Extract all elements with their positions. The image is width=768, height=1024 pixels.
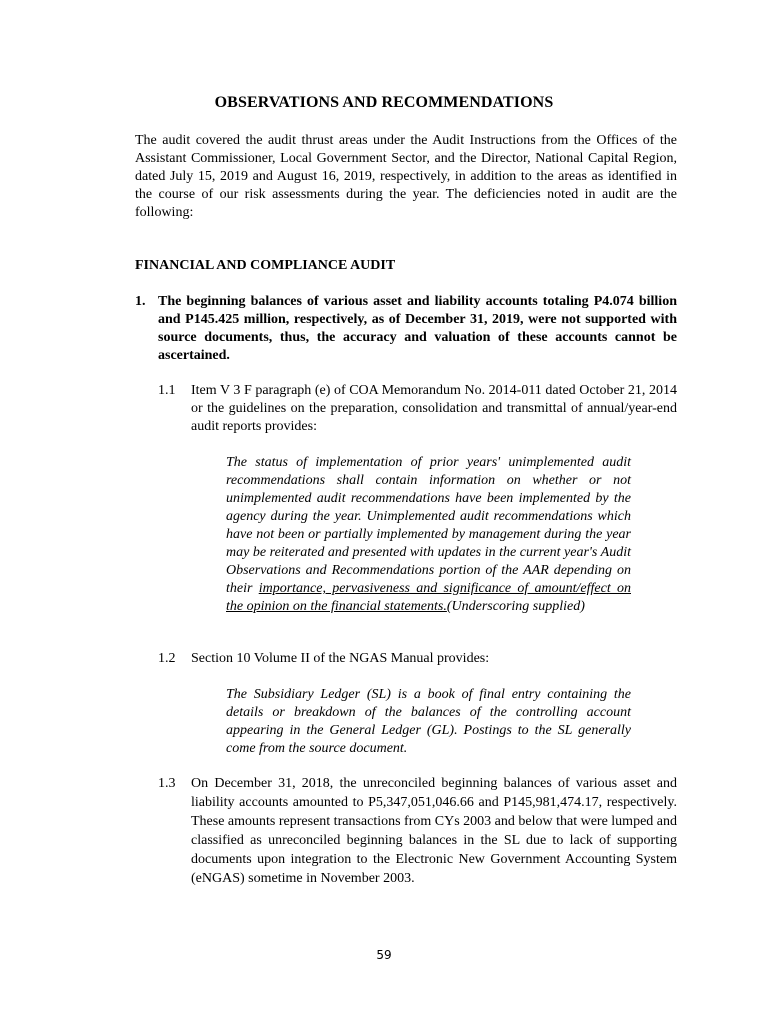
item-number: 1.3 <box>158 776 176 791</box>
page-number: 59 <box>376 948 392 962</box>
page-title: OBSERVATIONS AND RECOMMENDATIONS <box>214 94 554 111</box>
quote-text: The Subsidiary Ledger (SL) is a book of final entry containing the details or breakdown of the balances of the controlling account appearing in the General Ledger (GL). Postings to the SL generally come from the source document. <box>226 687 631 756</box>
item-1-2 <box>158 650 677 668</box>
finding-number: 1. <box>135 294 146 309</box>
item-1-1 <box>158 382 677 436</box>
item-text: On December 31, 2018, the unreconciled beginning balances of various asset and liability accounts amounted to P5,347,051,046.66 and P145,981,474.17, respectively. These amounts represent transactions from CYs 2003 and below that were lumped and classified as unreconciled beginning balances in the SL due to lack of supporting documents upon integration to the Electronic New Government Accounting System (eNGAS) sometime in November 2003. <box>191 776 677 886</box>
finding-1 <box>135 293 677 365</box>
item-1-3 <box>158 774 677 888</box>
item-number: 1.1 <box>158 383 176 398</box>
section-heading: FINANCIAL AND COMPLIANCE AUDIT <box>135 258 396 273</box>
quote-note: (Underscoring supplied) <box>446 599 585 614</box>
item-text: Item V 3 F paragraph (e) of COA Memorandum No. 2014-011 dated October 21, 2014 or the guidelines on the preparation, consolidation and transmittal of annual/year-end audit reports provides: <box>191 383 677 434</box>
item-text: Section 10 Volume II of the NGAS Manual provides: <box>191 651 490 666</box>
finding-text: The beginning balances of various asset and liability accounts totaling P4.074 billion and P145.425 million, respectively, as of December 31, 2019, were not supported with source documents, thus, the accuracy and valuation of these accounts cannot be ascertained. <box>158 294 677 363</box>
quote-1-1 <box>226 454 631 616</box>
item-number: 1.2 <box>158 651 176 666</box>
quote-underlined-text: importance, pervasiveness and significance of amount/effect on the opinion on the financial statements. <box>226 581 631 614</box>
quote-1-2 <box>226 686 631 758</box>
quote-text: The status of implementation of prior years' unimplemented audit recommendations shall contain information on whether or not unimplemented audit recommendations have been implemented by the agency during the year. Unimplemented audit recommendations which have not been or partially implemented by management during the year may be reiterated and presented with updates in the current year's Audit Observations and Recommendations portion of the AAR depending on their <box>226 455 631 596</box>
intro-paragraph: The audit covered the audit thrust areas under the Audit Instructions from the Offices of the Assistant Commissioner, Local Government Sector, and the Director, National Capital Region, dated July 15, 2019 and August 16, 2019, respectively, in addition to the areas as identified in the course of our risk assessments during the year. The deficiencies noted in audit are the following: <box>135 133 677 220</box>
